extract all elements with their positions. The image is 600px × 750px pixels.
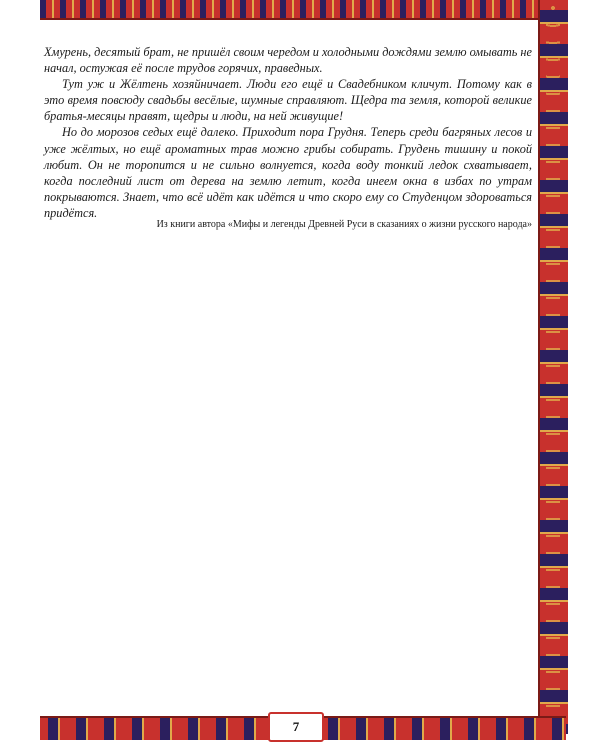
paragraph-1: Хмурень, десятый брат, не пришёл своим чередом и холодными дождями землю омывать не начал, остужая её после трудов горячих, праведных. [44,45,532,76]
body-text [44,44,532,221]
paragraph-3: Но до морозов седых ещё далеко. Приходит пора Грудня. Теперь среди багряных лесов и уже жёлтых, но ещё ароматных трав можно грибы собирать. Грудень тишину и покой любит. Он не торопится и не сильно волнуется, когда воду тонкий ледок схватывает, когда последний лист от дерева на землю летит, когда инеем окна в избах по утрам покрываются. Знает, что всё идёт как идётся и что скоро ему со Студенцом здороваться придётся. [44,125,532,220]
page-number: 7 [268,712,324,742]
ornamental-border-top [40,0,564,20]
paragraph-2: Тут уж и Жёлтень хозяйничает. Люди его ещё и Свадебником кличут. Потому как в это время повсюду свадьбы весёлые, шумные справляют. Щедра та земля, которой великие братья-месяцы правят, щедры и люди, на ней живущие! [44,77,532,124]
ornamental-border-right [538,0,568,734]
source-citation: Из книги автора «Мифы и легенды Древней Руси в сказаниях о жизни русского народа» [156,219,532,230]
